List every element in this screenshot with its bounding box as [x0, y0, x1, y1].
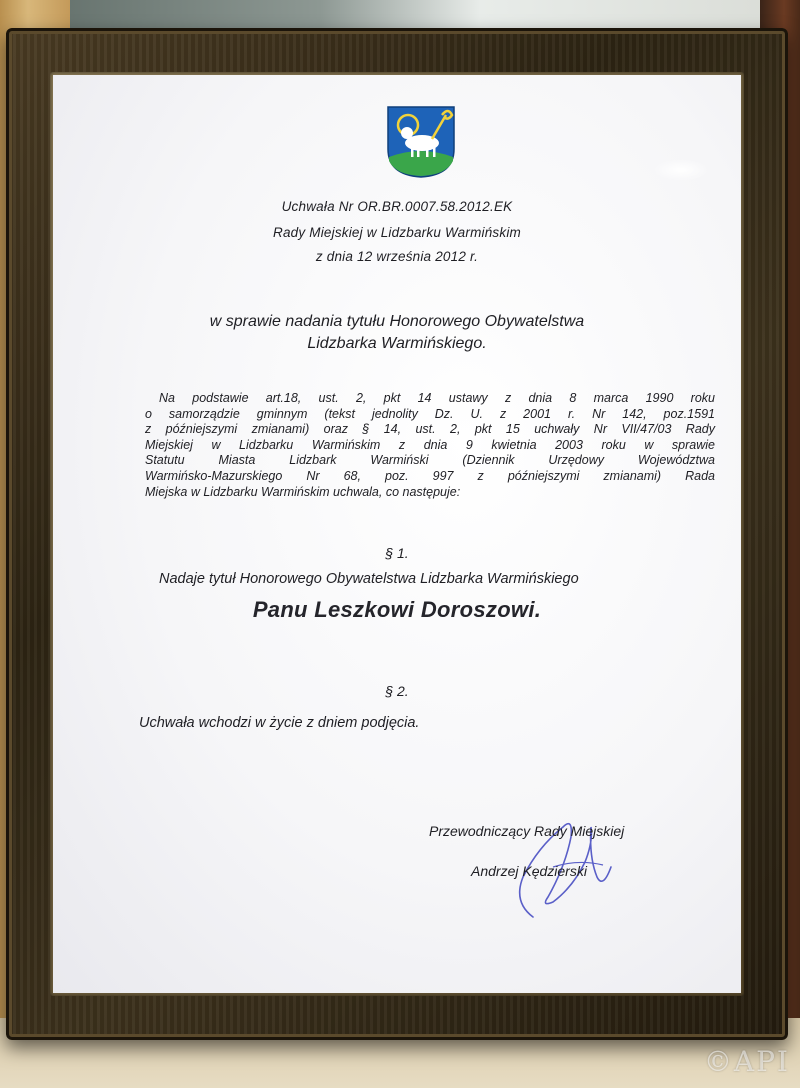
section-2-text: Uchwała wchodzi w życie z dniem podjęcia. [139, 715, 420, 731]
legal-basis-line: o samorządzie gminnym (tekst jednolity Dz. U. z 2001 r. Nr 142, poz.1591 [145, 406, 715, 421]
signatory-name: Andrzej Kędzierski [471, 863, 587, 879]
legal-basis-line: Miejskiej w Lidzbarku Warmińskim z dnia 9 kwietnia 2003 roku w sprawie [145, 437, 715, 452]
frame-inner-border [50, 72, 744, 996]
legal-basis-line: z późniejszymi zmianami) oraz § 14, ust. 2, pkt 15 uchwały Nr VII/47/03 Rady [145, 422, 715, 437]
section-1-heading: § 1. [385, 545, 409, 561]
photo-watermark: ©API [703, 1045, 790, 1078]
subject-line-2: Lidzbarka Warmińskiego. [307, 335, 487, 352]
certificate-paper [53, 75, 741, 993]
council-name: Rady Miejskiej w Lidzbarku Warmińskim [273, 225, 521, 240]
legal-basis-line: Miejska w Lidzbarku Warmińskim uchwala, co następuje: [145, 484, 461, 499]
coat-of-arms-icon [386, 105, 456, 179]
signatory-title: Przewodniczący Rady Miejskiej [429, 823, 625, 839]
legal-basis-line: Warmińsko-Mazurskiego Nr 68, poz. 997 z późniejszymi zmianami) Rada [145, 468, 715, 483]
section-1-text: Nadaje tytuł Honorowego Obywatelstwa Lidzbarka Warmińskiego [159, 571, 579, 587]
picture-frame [6, 28, 788, 1040]
honoree-name: Panu Leszkowi Doroszowi. [252, 597, 542, 622]
subject-line-1: w sprawie nadania tytułu Honorowego Obywatelstwa [209, 313, 585, 330]
legal-basis-paragraph [145, 391, 715, 500]
resolution-date: z dnia 12 września 2012 r. [315, 249, 479, 264]
section-2-heading: § 2. [385, 683, 409, 699]
resolution-number: Uchwała Nr OR.BR.0007.58.2012.EK [281, 199, 513, 214]
glass-glare [653, 159, 709, 181]
legal-basis-line: Statutu Miasta Lidzbark Warmiński (Dziennik Urzędowy Województwa [145, 453, 715, 468]
legal-basis-line: Na podstawie art.18, ust. 2, pkt 14 ustawy z dnia 8 marca 1990 roku [159, 391, 715, 405]
